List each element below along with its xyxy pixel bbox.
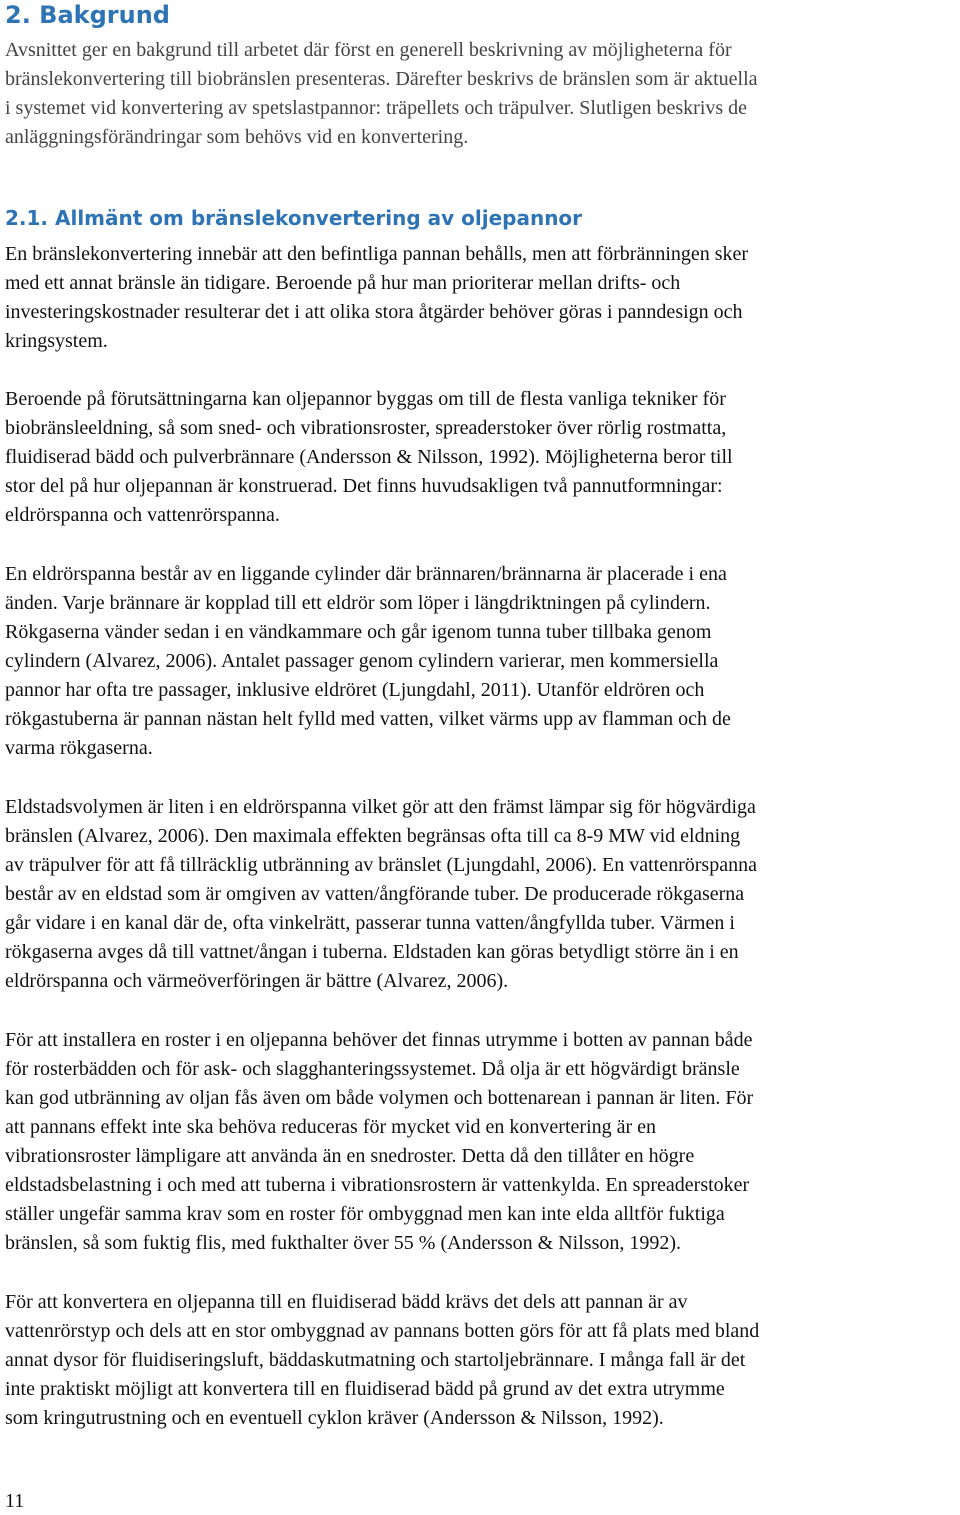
text-line: för rosterbädden och för ask- och slagghanteringssystemet. Då olja är ett högvärdigt bränsle — [5, 1058, 740, 1080]
text-line: som kringutrustning och en eventuell cyklon kräver (Andersson & Nilsson, 1992). — [5, 1407, 664, 1429]
text-line: fluidiserad bädd och pulverbrännare (Andersson & Nilsson, 1992). Möjligheterna beror till — [5, 446, 733, 468]
text-line: En eldrörspanna består av en liggande cylinder där brännaren/brännarna är placerade i ena — [5, 563, 727, 585]
text-line: kringsystem. — [5, 330, 108, 352]
text-line: bränslen, så som fuktig flis, med fukthalter över 55 % (Andersson & Nilsson, 1992). — [5, 1232, 682, 1254]
text-line: vattenrörstyp och dels att en stor ombyggnad av pannans botten görs för att få plats med bland — [5, 1320, 760, 1342]
text-line: pannor har ofta tre passager, inklusive eldröret (Ljungdahl, 2011). Utanför eldrören och — [5, 679, 705, 701]
text-line: kan god utbränning av oljan fås även om både volymen och bottenarean i pannan är liten. För — [5, 1087, 754, 1109]
page-number: 11 — [5, 1490, 25, 1512]
intro-paragraph — [5, 36, 957, 152]
text-line: biobränsleeldning, så som sned- och vibrationsroster, spreaderstoker över rörlig rostmatta, — [5, 417, 727, 439]
text-line: Eldstadsvolymen är liten i en eldrörspanna vilket gör att den främst lämpar sig för högvärdiga — [5, 796, 756, 818]
text-line: rökgastuberna är pannan nästan helt fylld med vatten, vilket värms upp av flamman och de — [5, 708, 731, 730]
text-line: eldrörspanna och värmeöverföringen är bättre (Alvarez, 2006). — [5, 970, 509, 992]
text-line: stor del på hur oljepannan är konstruerad. Det finns huvudsakligen två pannutformningar: — [5, 475, 723, 497]
text-line: varma rökgaserna. — [5, 737, 153, 759]
text-line: annat dysor för fluidiseringsluft, bäddaskutmatning och startoljebrännare. I många fall är det — [5, 1349, 746, 1371]
subsection-heading: 2.1. Allmänt om bränslekonvertering av oljepannor — [5, 206, 583, 230]
text-line: Rökgaserna vänder sedan i en vändkammare och går igenom tunna tuber tillbaka genom — [5, 621, 712, 643]
text-line: Beroende på förutsättningarna kan oljepannor byggas om till de flesta vanliga tekniker för — [5, 388, 726, 410]
paragraph-1 — [5, 240, 957, 356]
paragraph-5 — [5, 1026, 957, 1258]
text-line: vibrationsroster lämpligare att använda än en snedroster. Detta då den tillåter en högre — [5, 1145, 695, 1167]
paragraph-4 — [5, 793, 957, 996]
text-line: att pannans effekt inte ska behöva reduceras för mycket vid en konvertering är en — [5, 1116, 657, 1138]
paragraph-6 — [5, 1288, 957, 1433]
text-line: består av en eldstad som är omgiven av vatten/ångförande tuber. De producerade rökgaserna — [5, 883, 745, 905]
text-line: änden. Varje brännare är kopplad till ett eldrör som löper i längdriktningen på cylindern. — [5, 592, 711, 614]
section-heading: 2. Bakgrund — [5, 1, 170, 29]
text-line: ställer ungefär samma krav som en roster för ombyggnad men kan inte elda alltför fuktiga — [5, 1203, 725, 1225]
text-line: investeringskostnader resulterar det i att olika stora åtgärder behöver göras i panndesign och — [5, 301, 743, 323]
text-line: inte praktiskt möjligt att konvertera till en fluidiserad bädd på grund av det extra utrymme — [5, 1378, 725, 1400]
text-line: anläggningsförändringar som behövs vid en konvertering. — [5, 126, 469, 148]
text-line: med ett annat bränsle än tidigare. Beroende på hur man prioriterar mellan drifts- och — [5, 272, 681, 294]
text-line: i systemet vid konvertering av spetslastpannor: träpellets och träpulver. Slutligen beskrivs de — [5, 97, 748, 119]
text-line: Avsnittet ger en bakgrund till arbetet där först en generell beskrivning av möjligheterna för — [5, 39, 732, 61]
text-line: rökgaserna avges då till vattnet/ångan i tuberna. Eldstaden kan göras betydligt större än i en — [5, 941, 739, 963]
text-line: En bränslekonvertering innebär att den befintliga pannan behålls, men att förbränningen sker — [5, 243, 749, 265]
text-line: bränslen (Alvarez, 2006). Den maximala effekten begränsas ofta till ca 8-9 MW vid eldning — [5, 825, 741, 847]
text-line: eldstadsbelastning i och med att tuberna i vibrationsrostern är vattenkylda. En spreaderstoker — [5, 1174, 750, 1196]
text-line: För att konvertera en oljepanna till en fluidiserad bädd krävs det dels att pannan är av — [5, 1291, 688, 1313]
paragraph-3 — [5, 560, 957, 763]
text-line: eldrörspanna och vattenrörspanna. — [5, 504, 280, 526]
text-line: bränslekonvertering till biobränslen presenteras. Därefter beskrivs de bränslen som är aktuella — [5, 68, 758, 90]
text-line: cylindern (Alvarez, 2006). Antalet passager genom cylindern varierar, men kommersiella — [5, 650, 719, 672]
text-line: För att installera en roster i en oljepanna behöver det finnas utrymme i botten av pannan både — [5, 1029, 753, 1051]
paragraph-2 — [5, 385, 957, 530]
text-line: av träpulver för att få tillräcklig utbränning av bränslet (Ljungdahl, 2006). En vattenrörspanna — [5, 854, 757, 876]
text-line: går vidare i en kanal där de, ofta vinkelrätt, passerar tunna vatten/ångfyllda tuber. Värmen i — [5, 912, 735, 934]
